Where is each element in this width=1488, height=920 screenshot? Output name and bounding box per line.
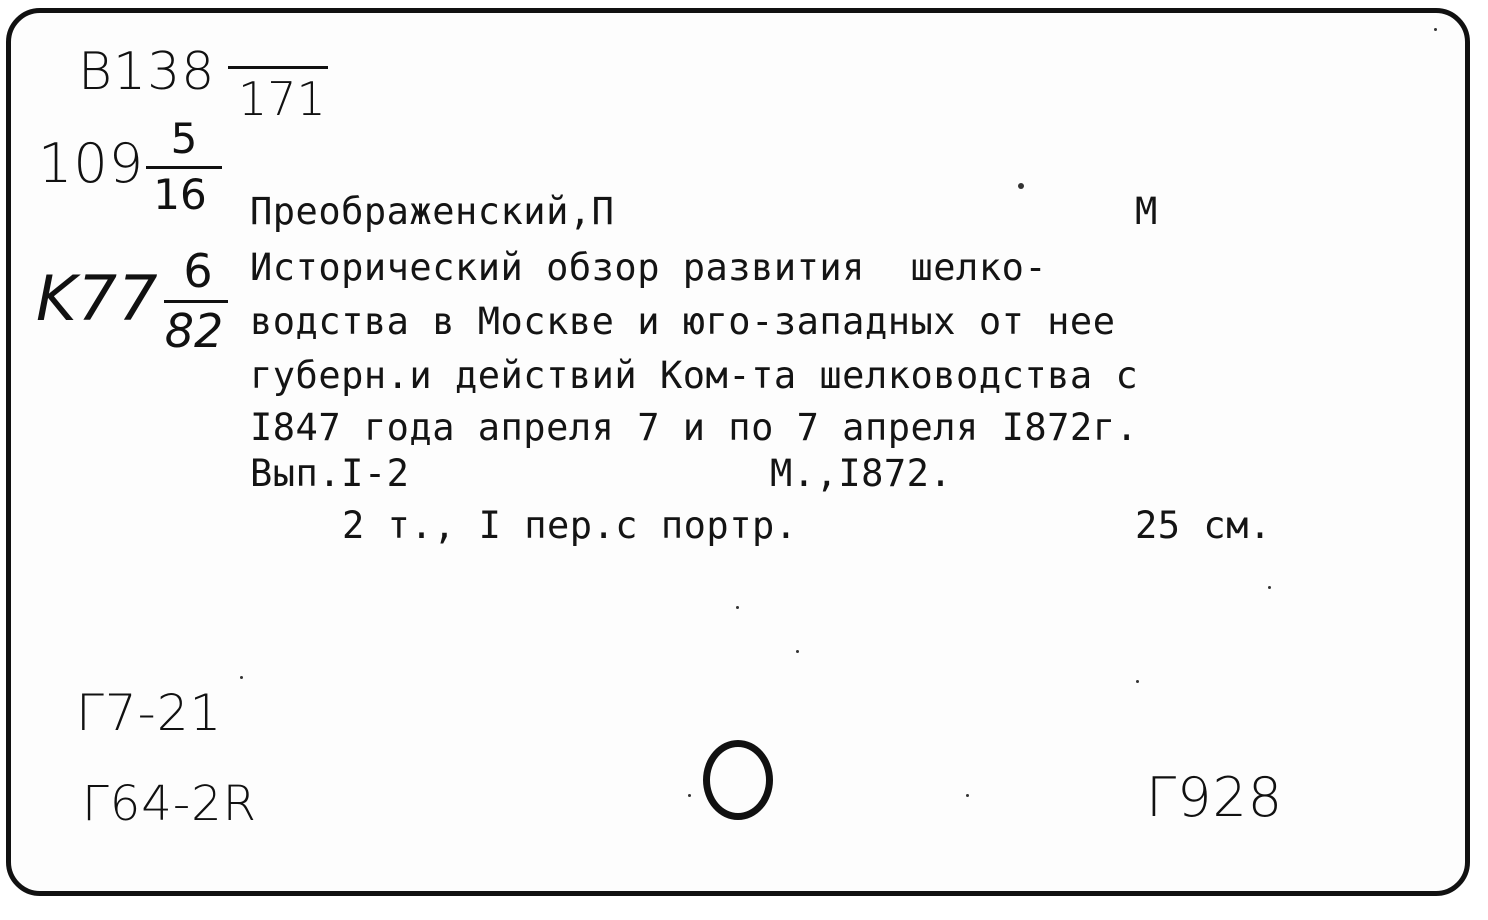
entry-title-line-1: Исторический обзор развития шелко-	[250, 246, 1048, 289]
shelfmark-fraction-1: 5 16	[146, 114, 222, 224]
shelfmark-top-sub: 171	[228, 62, 328, 132]
ink-speck	[688, 794, 691, 797]
ink-speck	[736, 606, 739, 609]
shelfmark-fraction-2: 6 82	[160, 244, 236, 364]
entry-author-initial: М	[1135, 190, 1158, 233]
code-left-1: Г7-21	[76, 684, 223, 742]
card-punch-hole	[703, 740, 773, 820]
ink-speck	[796, 650, 799, 653]
ink-speck	[1268, 586, 1271, 589]
code-left-2: Г64-2R	[82, 776, 258, 832]
ink-speck	[1136, 680, 1139, 683]
shelfmark-whole-1: 109	[38, 132, 145, 195]
ink-speck	[1434, 28, 1437, 31]
entry-size: 25 см.	[1135, 504, 1272, 547]
ink-dot	[1018, 183, 1024, 189]
entry-title-line-2: водства в Москве и юго-западных от нее	[250, 300, 1116, 343]
entry-issue: Вып.I-2	[250, 452, 410, 495]
ink-speck	[240, 676, 243, 679]
shelfmark-whole-2: K77	[36, 262, 159, 335]
code-right: Г928	[1146, 766, 1284, 829]
shelfmark-top: B138	[78, 42, 216, 102]
entry-extent: 2 т., I пер.с портр.	[342, 504, 798, 547]
entry-imprint: М.,I872.	[770, 452, 953, 495]
entry-title-line-4: I847 года апреля 7 и по 7 апреля I872г.	[250, 406, 1139, 449]
ink-speck	[966, 794, 969, 797]
entry-author: Преображенский,П	[250, 190, 615, 233]
entry-title-line-3: губерн.и действий Ком-та шелководства с	[250, 354, 1139, 397]
